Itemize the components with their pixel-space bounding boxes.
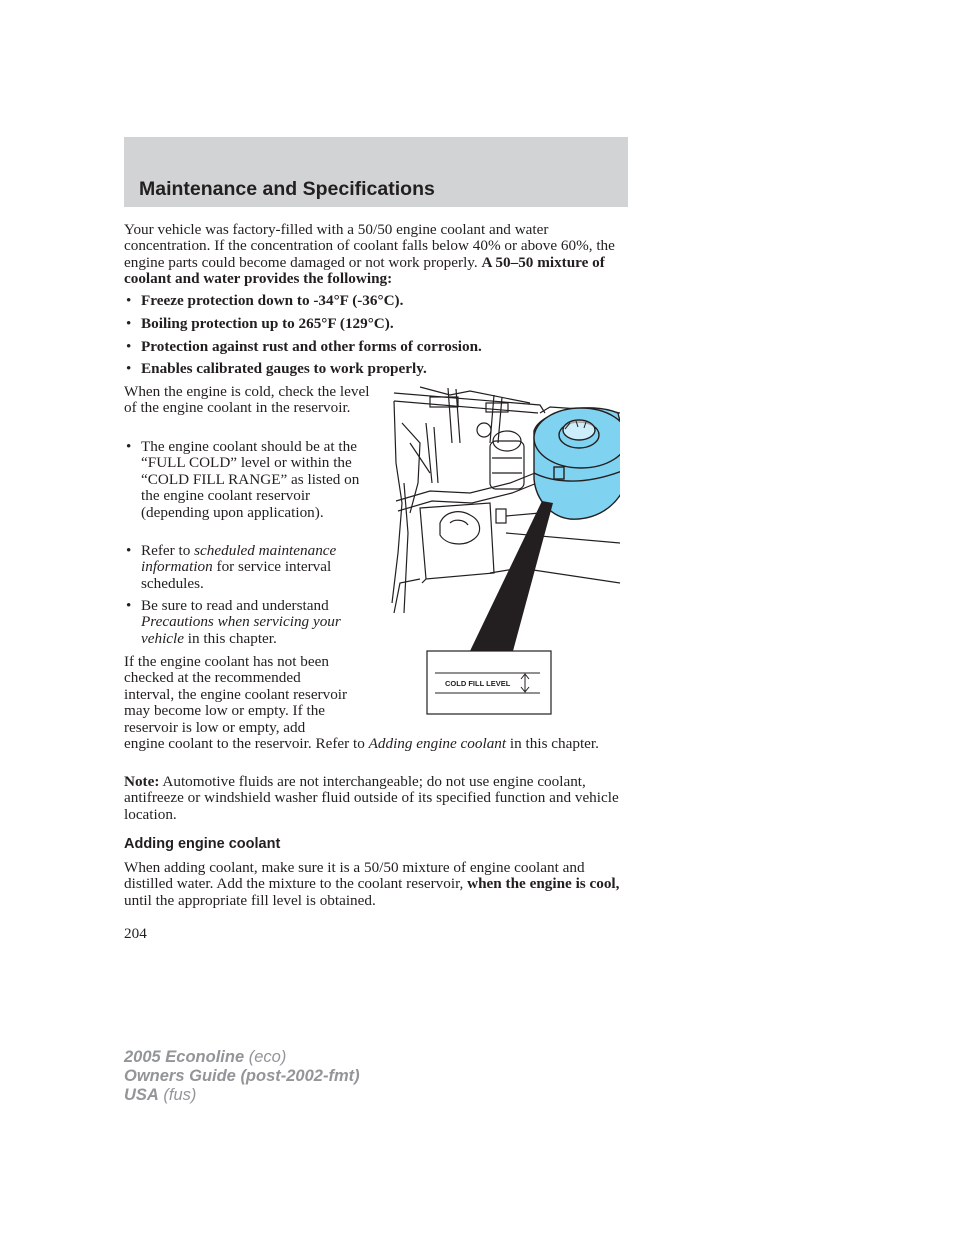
note-text: Automotive fluids are not interchangeable; do not use engine coolant, antifreeze or windshield washer fluid outside of its specified function and vehicle location. (124, 773, 619, 823)
document-footer: 2005 Econoline (eco) Owners Guide (post-2002-fmt) USA (fus) (124, 1048, 360, 1104)
list-item: • Be sure to read and understand Precautions when servicing your vehicle in this chapter. (124, 598, 376, 648)
section-header-band (124, 137, 628, 207)
list-item: • Refer to scheduled maintenance information for service interval schedules. (124, 543, 376, 593)
benefit-text: Protection against rust and other forms of corrosion. (141, 338, 482, 355)
refer-text: Refer to scheduled maintenance information for service interval schedules. (141, 542, 337, 592)
cold-fill-level-label: COLD FILL LEVEL (445, 679, 511, 688)
intro-text: Your vehicle was factory-filled with a 50/50 engine coolant and water concentration. If the concentration of coolant falls below 40% or above 60%, the engine parts could become damaged or not work properly. (124, 221, 615, 271)
adding-coolant-heading: Adding engine coolant (124, 836, 281, 852)
note-paragraph (124, 774, 620, 823)
section-title: Maintenance and Specifications (139, 178, 435, 200)
read-text: Be sure to read and understand Precautions when servicing your vehicle in this chapter. (141, 597, 341, 647)
note-label: Note: (124, 773, 160, 790)
benefit-text: Enables calibrated gauges to work properly. (141, 360, 427, 377)
low-coolant-paragraph: If the engine coolant has not been checked at the recommended interval, the engine coolant reservoir may become low or empty. If the reservoir is low or empty, add engine coolant to the reservoir. Refer to Adding engine coolant in this chapter. (124, 653, 599, 753)
benefit-text: Boiling protection up to 265°F (129°C). (141, 315, 394, 332)
level-text: The engine coolant should be at the “FULL COLD” level or within the “COLD FILL RANGE” as listed on the engine coolant reservoir (depending upon application). (141, 438, 360, 521)
list-item: • The engine coolant should be at the “FULL COLD” level or within the “COLD FILL RANGE” as listed on the engine coolant reservoir (depending upon application). (124, 439, 376, 539)
benefit-text: Freeze protection down to -34°F (-36°C). (141, 292, 404, 309)
check-paragraph: When the engine is cold, check the level of the engine coolant in the reservoir. (124, 383, 370, 417)
adding-paragraph: When adding coolant, make sure it is a 50/50 mixture of engine coolant and distilled water. Add the mixture to the coolant reservoir, when the engine is cool, until the appropriate fill level is obtained. (124, 859, 620, 909)
intro-paragraph (124, 222, 620, 288)
page-number: 204 (124, 925, 147, 942)
coolant-reservoir-illustration (390, 383, 620, 716)
intro-bold: A 50–50 mixture of coolant and water provides the following: (124, 253, 605, 288)
